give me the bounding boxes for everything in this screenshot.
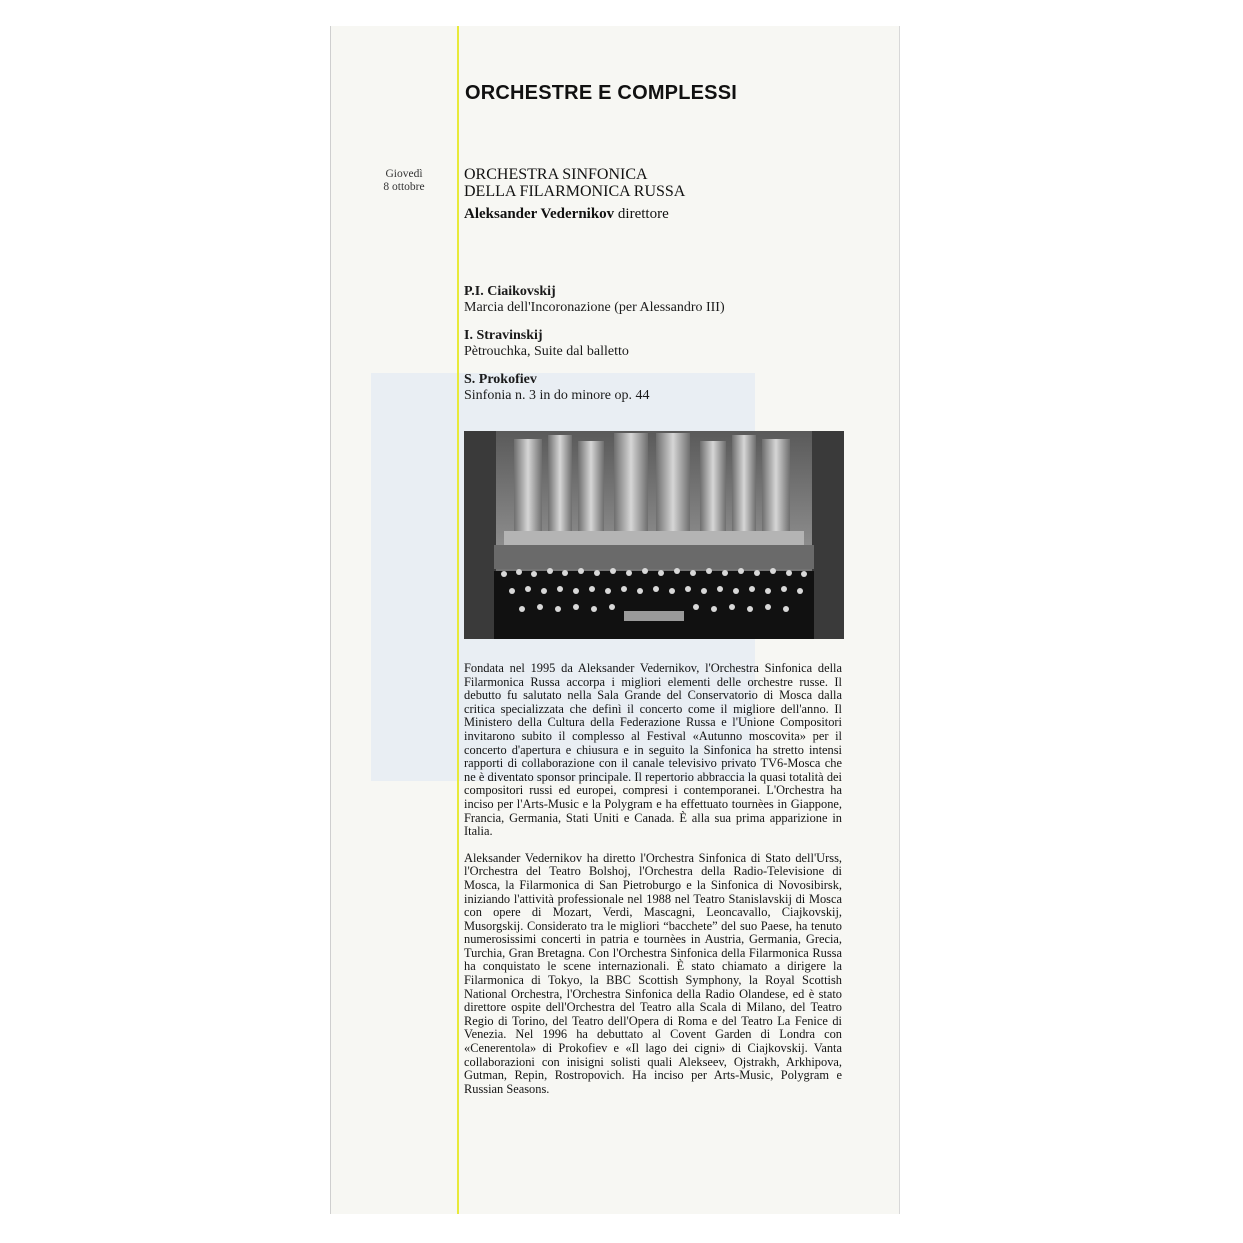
program-composer: P.I. Ciaikovskij bbox=[464, 284, 556, 299]
section-title: ORCHESTRE E COMPLESSI bbox=[465, 82, 738, 104]
brochure-page bbox=[330, 26, 900, 1214]
conductor-line bbox=[464, 206, 669, 223]
orchestra-photo-illustration bbox=[464, 431, 844, 639]
program-item bbox=[464, 328, 884, 359]
program-work: Pètrouchka, Suite dal balletto bbox=[464, 343, 629, 359]
orchestra-name: ORCHESTRA SINFONICA DELLA FILARMONICA RUSSA bbox=[464, 166, 686, 200]
conductor-biography: Aleksander Vedernikov ha diretto l'Orchestra Sinfonica di Stato dell'Urss, l'Orchestra del Teatro Bolshoj, l'Orchestra della Radio-Televisione di Mosca, la Filarmonica di San Pietroburgo e la Sinfonica di Novosibirsk, iniziando l'attività professionale nel 1988 nel Teatro Stanislavskij di Mosca con opere di Mozart, Verdi, Mascagni, Leoncavallo, Ciajkovskij, Musorgskij. Considerato tra le migliori “bacchete” del suo Paese, ha tenuto numerosissimi concerti in patria e tournèes in Austria, Germania, Grecia, Turchia, Gran Bretagna. Con l'Orchestra Sinfonica della Filarmonica Russa ha conquistato le scene internazionali. È stato chiamato a dirigere la Filarmonica di Tokyo, la BBC Scottish Symphony, la Royal Scottish National Orchestra, l'Orchestra Sinfonica della Radio Olandese, ed è stato direttore ospite dell'Orchestra del Teatro alla Scala di Milano, del Teatro Regio di Torino, del Teatro dell'Opera di Roma e del Teatro La Fenice di Venezia. Nel 1996 ha debuttato al Covent Garden di Londra con «Cenerentola» di Prokofiev e «Il lago dei cigni» di Ciajkovskij. Vanta collaborazioni con inisigni solisti quali Alekseev, Ojstrakh, Arkhipova, Gutman, Repin, Rostropovich. Ha inciso per Arts-Music, Polygram e Russian Seasons. bbox=[464, 850, 842, 1096]
concert-day-date: 8 ottobre bbox=[383, 181, 425, 193]
program-item bbox=[464, 372, 884, 403]
program-work: Marcia dell'Incoronazione (per Alessandro III) bbox=[464, 299, 725, 315]
conductor-name: Aleksander Vedernikov bbox=[464, 206, 615, 222]
program-list bbox=[464, 284, 884, 416]
orchestra-photo bbox=[464, 431, 844, 639]
program-composer: I. Stravinskij bbox=[464, 328, 543, 343]
yellow-margin-rule bbox=[457, 26, 459, 1214]
concert-day: Giovedì bbox=[385, 168, 423, 180]
concert-date bbox=[369, 168, 439, 194]
orchestra-biography: Fondata nel 1995 da Aleksander Vedernikov, l'Orchestra Sinfonica della Filarmonica Russa accorpa i migliori elementi delle orchestre russe. Il debutto fu salutato nella Sala Grande del Conservatorio di Mosca dalla critica specializzata che definì il concerto come il migliore dell'anno. Il Ministero della Cultura della Federazione Russa e l'Unione Compositori invitarono subito il complesso al Festival «Autunno moscovita» per il concerto d'apertura e chiusura e in seguito la Sinfonica ha stretto intensi rapporti di collaborazione con il canale televisivo privato TV6-Mosca che ne è diventato sponsor principale. Il repertorio abbraccia la quasi totalità dei compositori russi ed europei, compresi i contemporanei. L'Orchestra ha inciso per l'Arts-Music e la Polygram e ha effettuato tournèes in Giappone, Francia, Germania, Stati Uniti e Canada. È alla sua prima apparizione in Italia. bbox=[464, 661, 842, 839]
body-text bbox=[464, 662, 842, 1109]
program-composer: S. Prokofiev bbox=[464, 372, 537, 387]
conductor-role: direttore bbox=[617, 206, 669, 222]
program-item bbox=[464, 284, 884, 315]
program-work: Sinfonia n. 3 in do minore op. 44 bbox=[464, 387, 650, 403]
